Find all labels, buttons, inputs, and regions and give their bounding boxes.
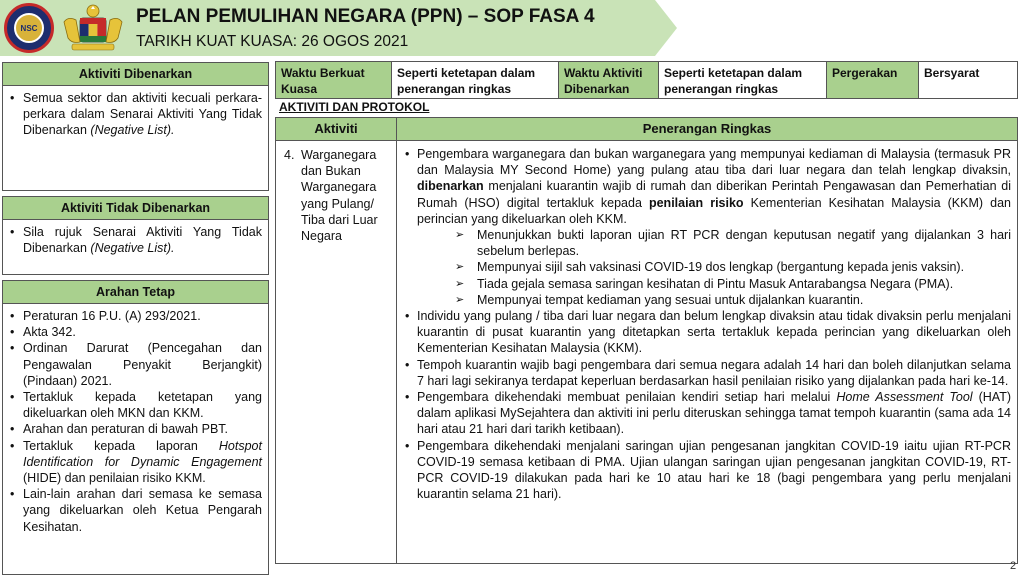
sub-list-item: ➢ Mempunyai tempat kediaman yang sesuai untuk dijalankan kuarantin.	[455, 292, 1011, 308]
list-item: • Tertakluk kepada ketetapan yang dikeluarkan oleh MKN dan KKM.	[9, 389, 262, 421]
allowed-activities-box	[2, 86, 269, 191]
header-arrow	[655, 0, 677, 56]
list-item: • Pengembara warganegara dan bukan warganegara yang mempunyai kediaman di Malaysia (termasuk PR dan Malaysia MY Second Home) yang pulang atau tiba dari luar negara dan telah lengkap divaksin, dibenarkan menjalani kuarantin wajib di rumah dan diberikan Perintah Pengawasan dan Pemerhatian di Rumah (HSO) digital tertakluk kepada penilaian risiko Kementerian Kesihatan Malaysia (KKM) dan perincian yang dikeluarkan oleh KKM. ➢ Menunjukkan bukti laporan ujian RT PCR dengan keputusan negatif yang dijalankan 3 hari sebelum berlepas. ➢ Mempunyai sijil sah vaksinasi COVID-19 dos lengkap (bergantung kepada jenis vaksin). ➢ Tiada gejala semasa saringan kesihatan di Pintu Masuk Antarabangsa Negara (PMA). ➢ Mempunyai tempat kediaman yang sesuai untuk dijalankan kuarantin.	[403, 146, 1011, 308]
effective-time-label: Waktu Berkuat Kuasa	[276, 62, 392, 98]
sub-list-item: ➢ Menunjukkan bukti laporan ujian RT PCR dengan keputusan negatif yang dijalankan 3 hari sebelum berlepas.	[455, 227, 1011, 259]
effective-time-value: Seperti ketetapan dalam penerangan ringkas	[392, 62, 559, 98]
section-label: AKTIVITI DAN PROTOKOL	[279, 100, 430, 114]
description-cell	[397, 141, 1017, 563]
protocol-table	[275, 117, 1018, 564]
page-number: 2	[1010, 560, 1017, 572]
column-header-description: Penerangan Ringkas	[642, 121, 772, 136]
list-item: • Individu yang pulang / tiba dari luar negara dan belum lengkap divaksin atau tidak divaksin perlu menjalani kuarantin di pusat kuarantin yang ditetapkan serta tertakluk kepada perincian yang dikeluarkan oleh Kementerian Kesihatan Malaysia (KKM).	[403, 308, 1011, 357]
allowed-activities-heading: Aktiviti Dibenarkan	[2, 62, 269, 86]
list-item: • Pengembara dikehendaki menjalani saringan ujian pengesanan jangkitan COVID-19 iaitu ujian RT-PCR COVID-19 semasa ketibaan di PMA. Ujian ulangan saringan ujian pengesanan jangkitan COVID-19, RT-PCR COVID-19 dilakukan pada hari ke 10 atau hari ke 18 (bagi pengembara yang perlu menjalani kuarantin selama 21 hari).	[403, 438, 1011, 503]
list-item: • Akta 342.	[9, 324, 262, 340]
table-row	[276, 141, 1017, 563]
list-item: • Sila rujuk Senarai Aktiviti Yang Tidak Dibenarkan (Negative List).	[9, 224, 262, 256]
list-item: • Semua sektor dan aktiviti kecuali perkara-perkara dalam Senarai Aktiviti Yang Tidak Dibenarkan (Negative List).	[9, 90, 262, 139]
table-header	[276, 118, 1017, 141]
column-header-activity: Aktiviti	[276, 118, 397, 140]
list-item: • Lain-lain arahan dari semasa ke semasa yang dikeluarkan oleh Ketua Pengarah Kesihatan.	[9, 486, 262, 535]
disallowed-activities-heading: Aktiviti Tidak Dibenarkan	[2, 196, 269, 220]
list-item: • Pengembara dikehendaki membuat penilaian kendiri setiap hari melalui Home Assessment Tool (HAT) dalam aplikasi MySejahtera dan aktiviti ini perlu diteruskan sehingga tamat tempoh kuarantin (sama ada 14 hari atau 21 hari dari tarikh ketibaan).	[403, 389, 1011, 438]
movement-value: Bersyarat	[919, 62, 1017, 98]
sub-list-item: ➢ Tiada gejala semasa saringan kesihatan di Pintu Masuk Antarabangsa Negara (PMA).	[455, 276, 1011, 292]
info-table	[275, 61, 1018, 99]
nsc-logo	[4, 3, 54, 53]
movement-label: Pergerakan	[827, 62, 919, 98]
list-item: • Tertakluk kepada laporan Hotspot Identification for Dynamic Engagement (HIDE) dan penilaian risiko KKM.	[9, 438, 262, 487]
activity-name: Warganegara dan Bukan Warganegara yang Pulang/ Tiba dari Luar Negara	[301, 148, 378, 244]
list-item: • Peraturan 16 P.U. (A) 293/2021.	[9, 308, 262, 324]
left-column	[2, 62, 269, 575]
nsc-logo-text: NSC	[14, 13, 44, 43]
effective-date: TARIKH KUAT KUASA: 26 OGOS 2021	[136, 33, 409, 50]
coat-of-arms-logo	[58, 2, 128, 54]
disallowed-activities-box	[2, 220, 269, 275]
page-title: PELAN PEMULIHAN NEGARA (PPN) – SOP FASA 4	[136, 6, 595, 27]
activity-time-value: Seperti ketetapan dalam penerangan ringkas	[659, 62, 827, 98]
standing-orders-heading: Arahan Tetap	[2, 280, 269, 304]
list-item: • Tempoh kuarantin wajib bagi pengembara dari semua negara adalah 14 hari dan boleh dilanjutkan selama 7 hari lagi sekiranya terdapat keperluan berdasarkan hasil penilaian risiko yang dijalankan pada hari ke-14.	[403, 357, 1011, 389]
activity-cell	[276, 141, 397, 563]
list-item: • Ordinan Darurat (Pencegahan dan Pengawalan Penyakit Berjangkit) (Pindaan) 2021.	[9, 340, 262, 389]
activity-time-label: Waktu Aktiviti Dibenarkan	[559, 62, 659, 98]
sub-list-item: ➢ Mempunyai sijil sah vaksinasi COVID-19 dos lengkap (bergantung kepada jenis vaksin).	[455, 259, 1011, 275]
standing-orders-box	[2, 304, 269, 575]
list-item: • Arahan dan peraturan di bawah PBT.	[9, 421, 262, 437]
row-number: 4.	[284, 148, 295, 162]
